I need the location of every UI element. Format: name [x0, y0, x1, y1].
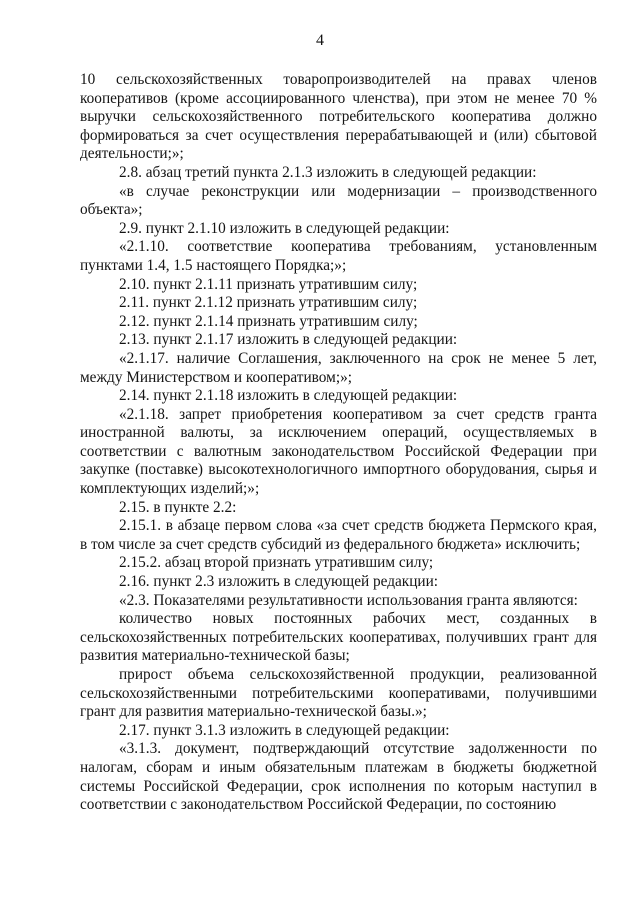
paragraph-quote-2-1-17: «2.1.17. наличие Соглашения, заключенного на срок не менее 5 лет, между Министерством и кооперативом;»;	[80, 349, 597, 386]
paragraph-quote-2-3: «2.3. Показателями результативности использования гранта являются:	[119, 591, 578, 609]
paragraph-indicator-jobs: количество новых постоянных рабочих мест, созданных в сельскохозяйственных потребительских кооперативах, получивших грант для развития материально-технической базы;	[80, 610, 597, 665]
paragraph-item-2-17: 2.17. пункт 3.1.3 изложить в следующей редакции:	[119, 721, 450, 739]
paragraph-item-2-16: 2.16. пункт 2.3 изложить в следующей редакции:	[119, 573, 439, 591]
paragraph-item-2-15-1: 2.15.1. в абзаце первом слова «за счет средств бюджета Пермского края, в том числе за счет средств субсидий из федерального бюджета» исключить;	[80, 517, 597, 553]
paragraph-item-2-8: 2.8. абзац третий пункта 2.1.3 изложить в следующей редакции:	[119, 163, 537, 181]
paragraph-continuation: 10 сельскохозяйственных товаропроизводителей на правах членов кооперативов (кроме ассоциированного членства), при этом не менее 70 % выручки сельскохозяйственного потребительского кооператива должно формироваться за счет осуществления перерабатывающей и (или) сбытовой деятельности;»;	[80, 71, 597, 163]
paragraph-item-2-14: 2.14. пункт 2.1.18 изложить в следующей редакции:	[119, 387, 458, 405]
paragraph-indicator-production: прирост объема сельскохозяйственной продукции, реализованной сельскохозяйственными потребительскими кооперативами, получившими грант для развития материально-технической базы.»;	[80, 666, 597, 721]
paragraph-item-2-9: 2.9. пункт 2.1.10 изложить в следующей редакции:	[119, 219, 450, 237]
document-body	[80, 71, 597, 815]
paragraph-item-2-10: 2.10. пункт 2.1.11 признать утратившим силу;	[119, 275, 418, 293]
paragraph-quote-3-1-3: «3.1.3. документ, подтверждающий отсутствие задолженности по налогам, сборам и иным обязательным платежам в бюджеты бюджетной системы Российской Федерации, срок исполнения по которым наступил в соответствии с законодательством Российской Федерации, по состоянию	[80, 740, 597, 814]
paragraph-item-2-15: 2.15. в пункте 2.2:	[119, 498, 237, 516]
paragraph-item-2-13: 2.13. пункт 2.1.17 изложить в следующей редакции:	[119, 331, 458, 349]
paragraph-item-2-12: 2.12. пункт 2.1.14 признать утратившим силу;	[119, 312, 418, 330]
paragraph-item-2-11: 2.11. пункт 2.1.12 признать утратившим силу;	[119, 294, 418, 312]
paragraph-quote-2-1-18: «2.1.18. запрет приобретения кооперативом за счет средств гранта иностранной валюты, за исключением операций, осуществляемых в соответствии с валютным законодательством Российской Федерации при закупке (поставке) высокотехнологичного импортного оборудования, сырья и комплектующих изделий;»;	[80, 405, 597, 498]
paragraph-item-2-15-2: 2.15.2. абзац второй признать утратившим силу;	[119, 554, 434, 572]
paragraph-quote-2-1-10: «2.1.10. соответствие кооператива требованиям, установленным пунктами 1.4, 1.5 настоящего Порядка;»;	[80, 238, 597, 274]
page-number: 4	[316, 32, 324, 49]
paragraph-quote-2-1-3: «в случае реконструкции или модернизации – производственного объекта»;	[80, 182, 597, 219]
